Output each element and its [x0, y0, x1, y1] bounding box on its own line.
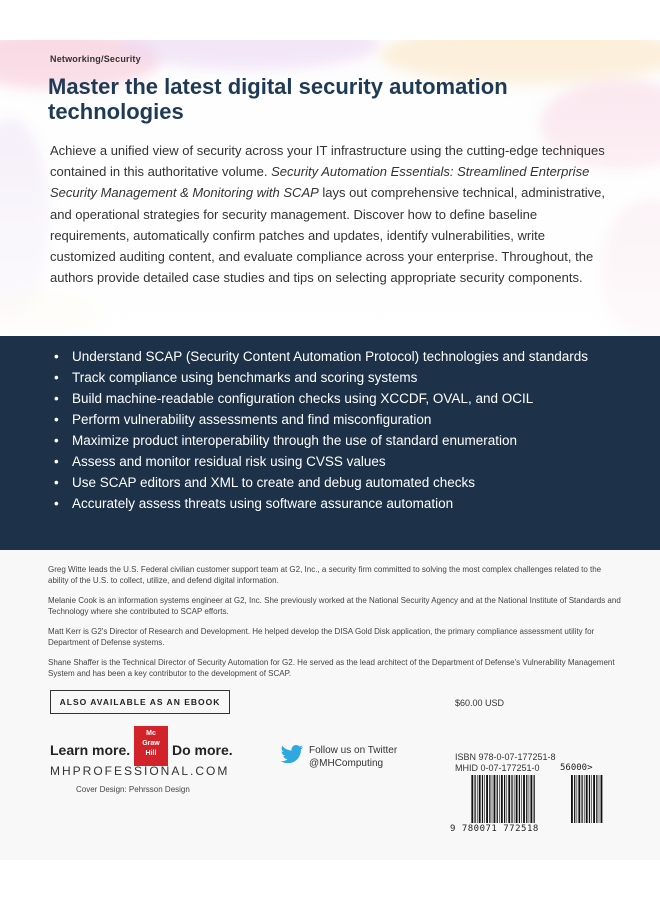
barcode-bar	[589, 775, 590, 823]
barcode-bar	[477, 775, 478, 823]
barcode-bar	[506, 775, 507, 823]
barcode-bar	[574, 775, 575, 823]
barcode-bar	[499, 775, 500, 823]
author-bios	[48, 564, 623, 688]
barcode-bar	[492, 775, 493, 823]
barcode-bar	[534, 775, 535, 823]
feature-list-panel	[0, 336, 660, 550]
logo-text: Graw	[142, 740, 160, 747]
barcode-addon-digits: 56000>	[560, 763, 593, 773]
twitter-follow[interactable]	[309, 744, 397, 770]
feature-item: • Build machine-readable configuration checks using XCCDF, OVAL, and OCIL	[50, 390, 610, 407]
isbn-barcode	[450, 775, 558, 823]
barcode-bar	[514, 775, 515, 823]
barcode-bar	[511, 775, 512, 823]
author-bio: Melanie Cook is an information systems engineer at G2, Inc. She previously worked at the National Security Agency and at the National Institute of Standards and Technology where she contributed to SCAP efforts.	[48, 596, 621, 616]
logo-text: Hill	[145, 750, 157, 757]
price-barcode	[560, 775, 614, 823]
barcode-bar	[523, 775, 525, 823]
cover-designer-credit: Cover Design: Pehrsson Design	[76, 785, 190, 794]
barcode-bar	[578, 775, 580, 823]
barcode-bar	[584, 775, 585, 823]
barcode-bar	[596, 775, 597, 823]
feature-item: • Understand SCAP (Security Content Automation Protocol) technologies and standards	[50, 348, 610, 365]
barcode-bar	[529, 775, 530, 823]
ebook-badge: ALSO AVAILABLE AS AN EBOOK	[50, 690, 230, 714]
feature-item: • Accurately assess threats using software assurance automation	[50, 495, 610, 512]
feature-item: • Maximize product interoperability through the use of standard enumeration	[50, 432, 610, 449]
intro-paragraph	[50, 140, 610, 288]
barcode-bar	[479, 775, 481, 823]
price: $60.00 USD	[455, 698, 505, 708]
barcode-bar	[504, 775, 505, 823]
mhid-number: MHID 0-07-177251-0	[455, 763, 540, 773]
barcode-digits: 9 780071 772518	[450, 824, 539, 834]
barcode-bar	[571, 775, 573, 823]
publisher-logo	[134, 726, 168, 766]
back-cover	[0, 40, 660, 860]
barcode-bar	[501, 775, 503, 823]
author-bio: Shane Shaffer is the Technical Director of Security Automation for G2. He served as the lead architect of the Department of Defense's Vulnerability Management System and has been a key contributor to the development of SCAP.	[48, 658, 615, 678]
barcode-bar	[581, 775, 582, 823]
barcode-bar	[577, 775, 578, 823]
publisher-url[interactable]: MHPROFESSIONAL.COM	[50, 764, 230, 778]
barcode-bar	[484, 775, 485, 823]
do-more-text: Do more.	[172, 742, 233, 758]
barcode-bar	[486, 775, 488, 823]
barcode-bar	[519, 775, 520, 823]
barcode-bar	[591, 775, 592, 823]
barcode-bar	[471, 775, 473, 823]
feature-list	[50, 348, 610, 516]
author-bio: Matt Kerr is G2's Director of Research and Development. He helped develop the DISA Gold Disk application, the primary compliance assessment utility for Department of Defense systems.	[48, 627, 595, 647]
isbn-number: ISBN 978-0-07-177251-8	[455, 752, 556, 762]
headline: Master the latest digital security automation technologies	[48, 74, 508, 124]
author-bio: Greg Witte leads the U.S. Federal civilian customer support team at G2, Inc., a security firm committed to solving the most complex challenges related to the ability of the U.S. to collect, utilize, and defend digital information.	[48, 565, 602, 585]
barcode-bar	[494, 775, 496, 823]
category-label: Networking/Security	[50, 54, 141, 64]
barcode-bar	[593, 775, 595, 823]
barcode-bar	[521, 775, 522, 823]
twitter-bird-icon	[280, 745, 304, 763]
book-title: Security Automation Essentials: Streamlined Enterprise Security Management & Monitoring with SCAP	[50, 164, 590, 201]
feature-item: • Assess and monitor residual risk using CVSS values	[50, 453, 610, 470]
logo-text: Mc	[146, 730, 156, 737]
barcode-bar	[516, 775, 518, 823]
barcode-bar	[599, 775, 600, 823]
barcode-bar	[497, 775, 498, 823]
feature-item: • Use SCAP editors and XML to create and debug automated checks	[50, 474, 610, 491]
twitter-follow-line: Follow us on Twitter	[309, 745, 398, 756]
barcode-bar	[586, 775, 588, 823]
barcode-bar	[601, 775, 603, 823]
twitter-handle: @MHComputing	[309, 758, 384, 769]
feature-item: • Track compliance using benchmarks and scoring systems	[50, 369, 610, 386]
barcode-bar	[530, 775, 532, 823]
barcode-bar	[482, 775, 483, 823]
intro-text: Achieve a unified view of security across your IT infrastructure using the cutting-edge techniques contained in this authoritative volume.	[50, 143, 605, 180]
barcode-bar	[526, 775, 527, 823]
barcode-bar	[489, 775, 490, 823]
barcode-bar	[474, 775, 475, 823]
learn-more-text: Learn more.	[50, 742, 131, 758]
intro-text: lays out comprehensive technical, administrative, and operational strategies for security management. Discover how to define baseline requirements, automatically confirm patches and updates, identify vulnerabilities, write customized auditing content, and evaluate compliance across your enterprise. Throughout, the authors provide detailed case studies and tips on selecting appropriate security components.	[50, 185, 605, 286]
barcode-bar	[508, 775, 510, 823]
feature-item: • Perform vulnerability assessments and find misconfiguration	[50, 411, 610, 428]
